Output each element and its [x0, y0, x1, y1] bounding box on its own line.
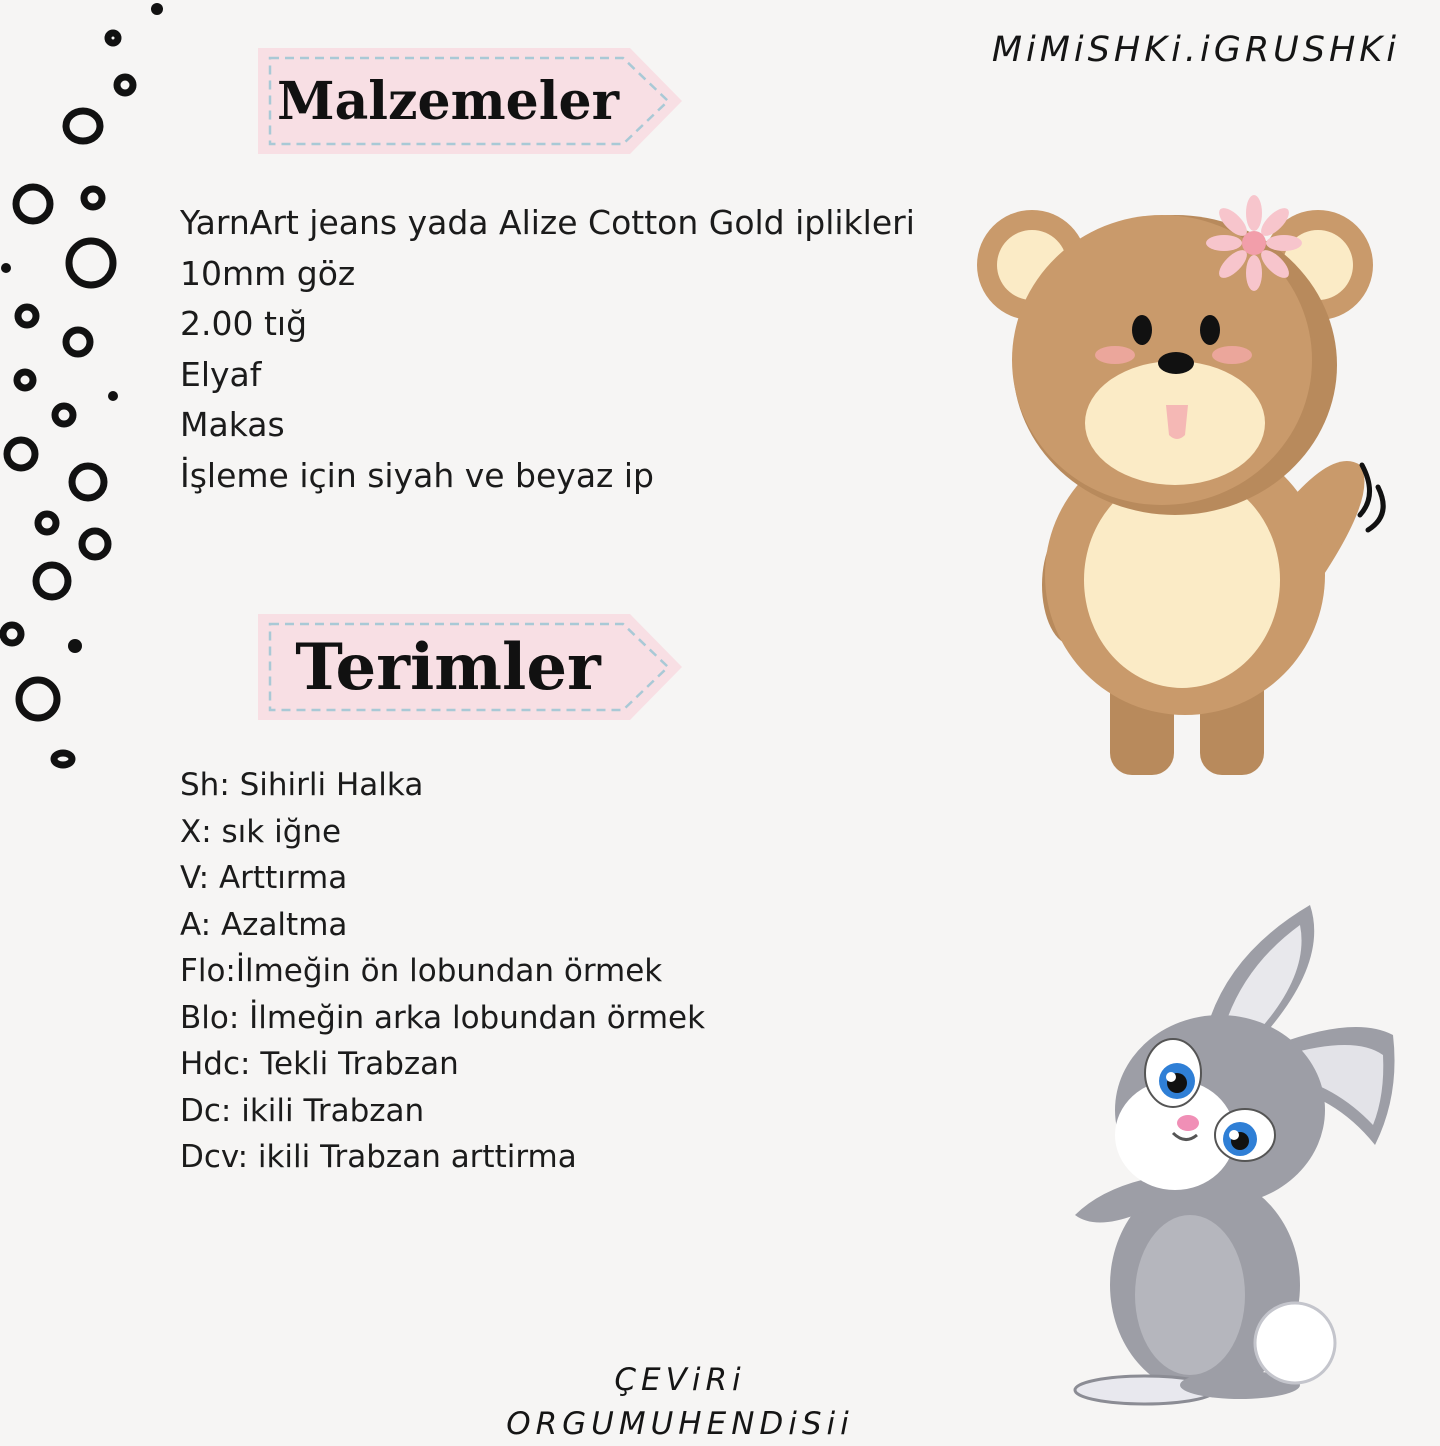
list-item: Dcv: ikili Trabzan arttirma: [180, 1139, 577, 1175]
list-item: YarnArt jeans yada Alize Cotton Gold iplikleri: [180, 203, 915, 242]
list-item: 10mm göz: [180, 253, 356, 293]
list-item: Dc: ikili Trabzan: [180, 1092, 425, 1129]
list-item: Sh: Sihirli Halka: [180, 767, 424, 803]
terms-heading: Terimler: [295, 629, 601, 705]
list-item: Makas: [180, 405, 285, 444]
waving-bear-illustration: [970, 195, 1410, 785]
translator-credit: [480, 1358, 880, 1446]
list-item: Elyaf: [180, 354, 262, 394]
list-item: İşleme için siyah ve beyaz ip: [180, 455, 654, 495]
terms-list: [180, 762, 705, 1181]
brand-watermark-top: MiMiSHKi.iGRUSHKi: [991, 30, 1400, 70]
terms-banner: [258, 614, 684, 720]
list-item: X: sık iğne: [180, 813, 342, 850]
materials-heading: Malzemeler: [277, 70, 619, 132]
list-item: A: Azaltma: [180, 906, 348, 943]
list-item: Hdc: Tekli Trabzan: [180, 1046, 459, 1082]
translator-credit-line1: ÇEViRi: [614, 1362, 746, 1398]
materials-list: [180, 198, 915, 501]
list-item: 2.00 tığ: [180, 304, 308, 343]
translator-credit-line2: ORGUMUHENDiSii: [506, 1406, 854, 1442]
bubble-circles-decoration: [0, 0, 180, 790]
list-item: V: Arttırma: [180, 860, 348, 896]
gray-bunny-illustration: [1055, 895, 1405, 1415]
list-item: Blo: İlmeğin arka lobundan örmek: [180, 999, 706, 1036]
list-item: Flo:İlmeğin ön lobundan örmek: [180, 953, 663, 989]
materials-banner: [258, 48, 684, 154]
